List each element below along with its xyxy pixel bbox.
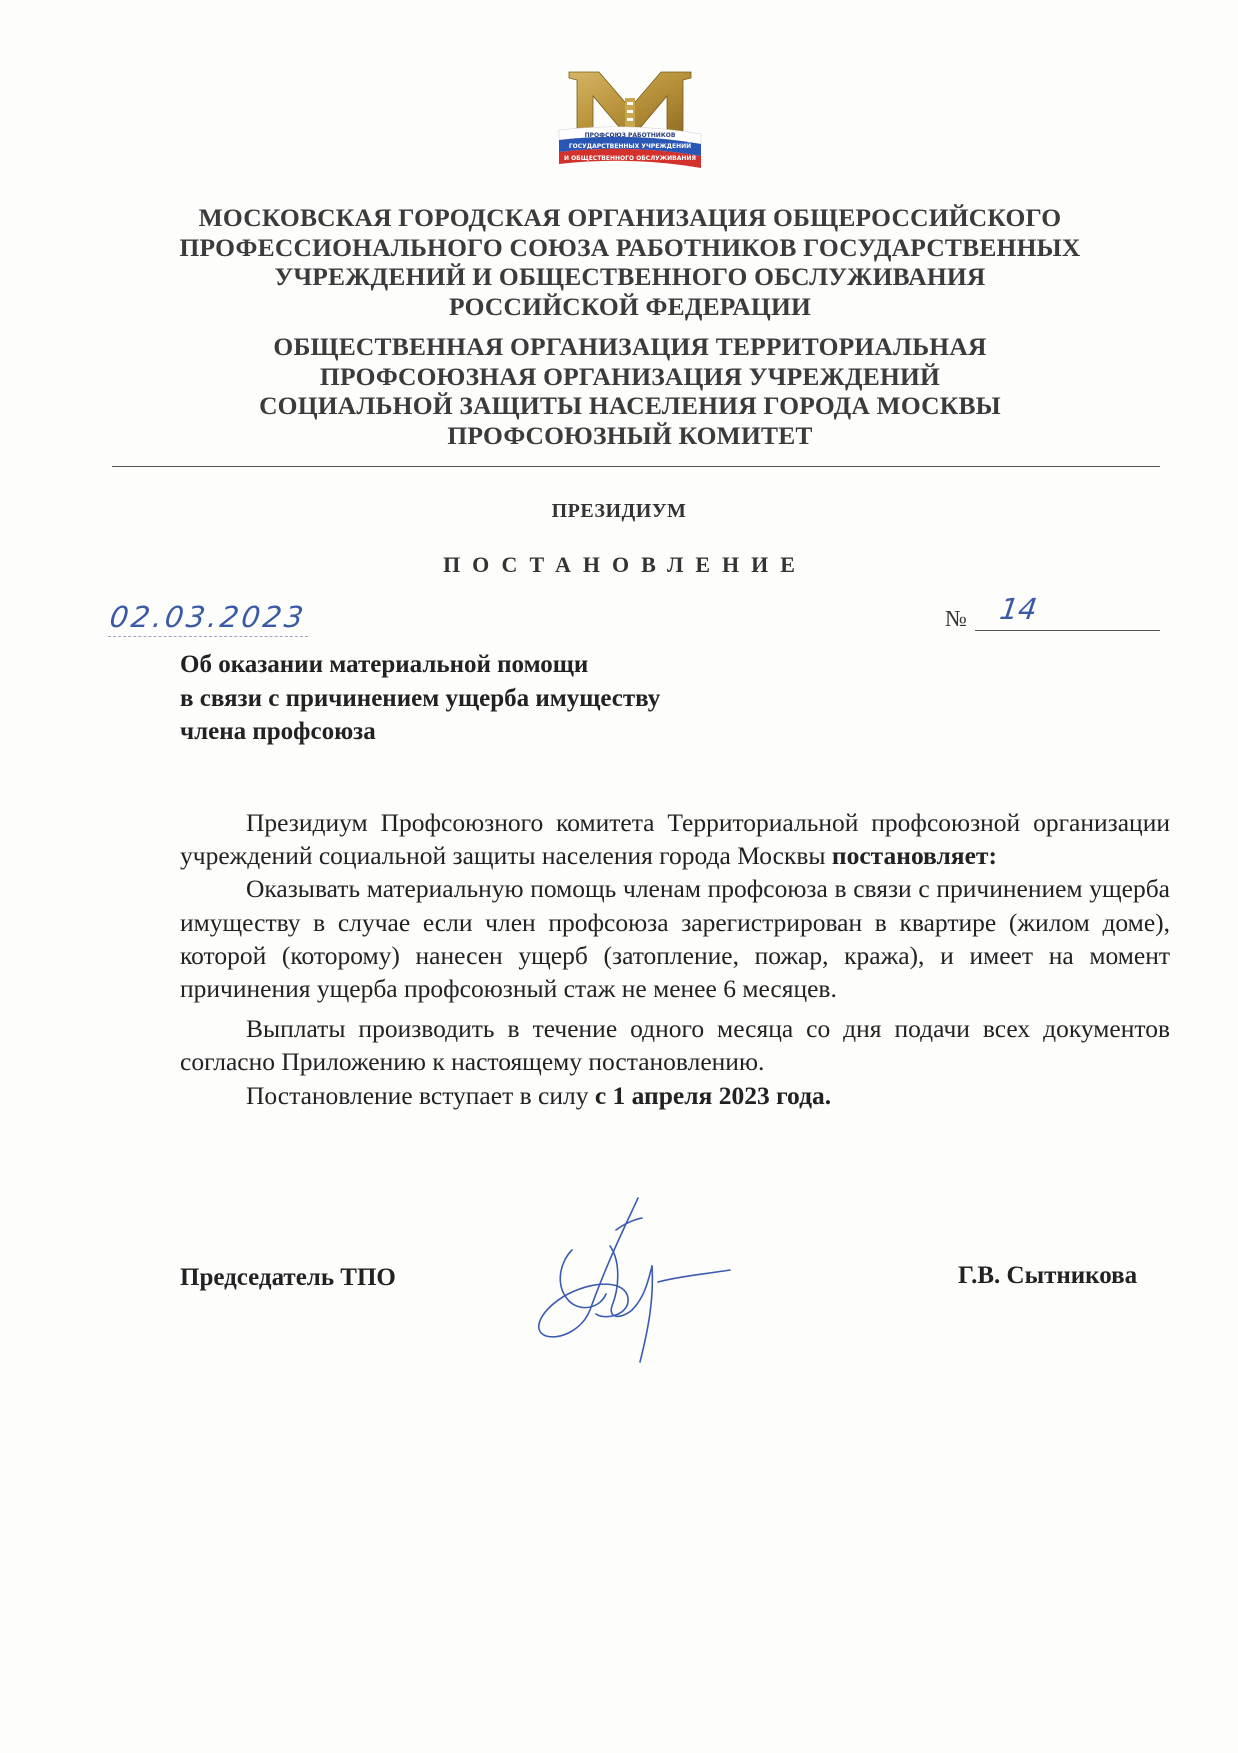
date-underline	[108, 636, 308, 637]
logo-text-line2: ГОСУДАРСТВЕННЫХ УЧРЕЖДЕНИЙ	[568, 143, 692, 150]
subject-line: члена профсоюза	[180, 718, 376, 745]
territorial-organization-header	[110, 332, 1150, 450]
subject-line: Об оказании материальной помощи	[180, 651, 589, 678]
signatory-position: Председатель ТПО	[180, 1264, 396, 1291]
effective-date: с 1 апреля 2023 года.	[594, 1080, 832, 1110]
resolves-keyword: постановляет:	[831, 841, 997, 871]
number-underline	[975, 630, 1160, 631]
number-label: №	[945, 606, 967, 631]
presidium-heading: ПРЕЗИДИУМ	[551, 500, 687, 522]
paragraph-payments: Выплаты производить в течение одного месяца со дня подачи всех документов согласно Приложению к настоящему постановлению.	[180, 1014, 1170, 1077]
paragraph-text: Президиум Профсоюзного комитета Территориальной профсоюзной организации учреждений социальной защиты населения города Москвы	[180, 808, 1170, 871]
org-line: ПРОФЕССИОНАЛЬНОГО СОЮЗА РАБОТНИКОВ ГОСУДАРСТВЕННЫХ	[179, 232, 1081, 262]
territorial-line: ПРОФСОЮЗНАЯ ОРГАНИЗАЦИЯ УЧРЕЖДЕНИЙ	[319, 361, 941, 391]
paragraph-assistance: Оказывать материальную помощь членам профсоюза в связи с причинением ущерба имуществу в случае если член профсоюза зарегистрирован в квартире (жилом доме), которой (которому) нанесен ущерб (затопление, пожар, кража), и имеет на момент причинения ущерба профсоюзный стаж не менее 6 месяцев.	[180, 874, 1170, 1004]
org-line: МОСКОВСКАЯ ГОРОДСКАЯ ОРГАНИЗАЦИЯ ОБЩЕРОССИЙСКОГО	[198, 203, 1062, 232]
document-number: 14	[997, 592, 1040, 626]
territorial-line: ОБЩЕСТВЕННАЯ ОРГАНИЗАЦИЯ ТЕРРИТОРИАЛЬНАЯ	[273, 332, 987, 361]
territorial-line: ПРОФСОЮЗНЫЙ КОМИТЕТ	[447, 420, 813, 450]
union-logo	[555, 68, 705, 184]
paragraph-text: Постановление вступает в силу	[246, 1080, 595, 1110]
handwritten-signature	[520, 1190, 750, 1370]
territorial-line: СОЦИАЛЬНОЙ ЗАЩИТЫ НАСЕЛЕНИЯ ГОРОДА МОСКВЫ	[259, 391, 1001, 420]
header-divider	[112, 466, 1160, 467]
signer-name: Г.В. Сытникова	[958, 1262, 1138, 1289]
document-body	[180, 806, 1170, 1112]
document-date: 02.03.2023	[107, 600, 309, 634]
logo-text-line3: И ОБЩЕСТВЕННОГО ОБСЛУЖИВАНИЯ	[563, 155, 697, 162]
document-subject	[180, 648, 660, 749]
decree-heading: ПОСТАНОВЛЕНИЕ	[443, 552, 807, 577]
paragraph-presidium	[180, 806, 1170, 872]
org-line: РОССИЙСКОЙ ФЕДЕРАЦИИ	[448, 291, 812, 321]
paragraph-effective-date	[180, 1079, 1170, 1112]
subject-line: в связи с причинением ущерба имуществу	[180, 684, 661, 712]
organization-header	[110, 203, 1150, 321]
org-line: УЧРЕЖДЕНИЙ И ОБЩЕСТВЕННОГО ОБСЛУЖИВАНИЯ	[274, 262, 986, 291]
logo-text-line1: ПРОФСОЮЗ РАБОТНИКОВ	[584, 132, 676, 139]
